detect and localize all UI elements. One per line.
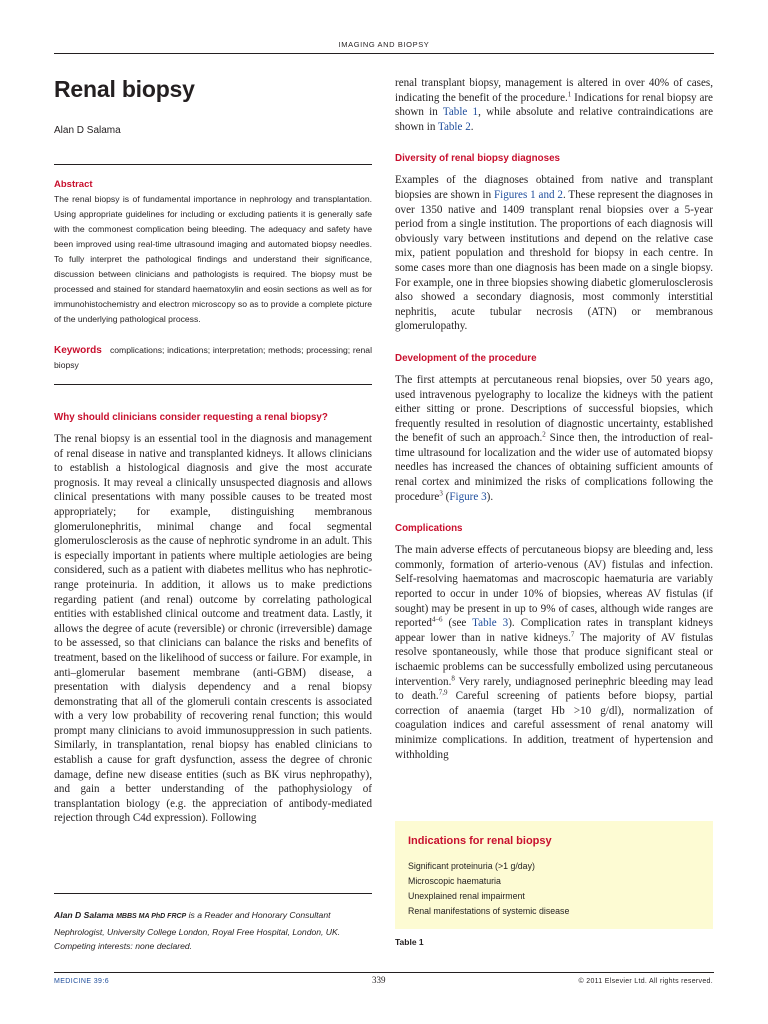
- keywords-text: [54, 343, 372, 372]
- right-intro-text: renal transplant biopsy, management is altered in over 40% of cases, indicating the benefit of the procedure.$^1$ Indications for renal biopsy are shown in Table 1, while absolute and relative contraindications are shown in Table 2.: [395, 77, 713, 133]
- author-line: Alan D Salama: [54, 125, 121, 136]
- section-complications: [395, 523, 713, 762]
- section-complications-text: The main adverse effects of percutaneous biopsy are bleeding and, less commonly, formation of arterio-venous (AV) fistulas and infection. Self-resolving haematomas and macroscopic haematuria are variably reported to occur in under 10% of biopsies, whereas AV fistulas (if sought) may be present in up to 9% of cases, although wide ranges are reported$^{4-6}$ (see Table 3). Complication rates in transplant kidneys appear lower than in native kidneys.$^7$ The majority of AV fistulas resolve spontaneously, while those that produce significant steal or ischaemic problems can be successfully embolized using percutaneous intervention.$^8$ Very rarely, undiagnosed perinephric bleeding may lead to death.$^{7,9}$ Careful screening of patients before biopsy, partial correction of anaemia (target Hb >10 g/dl), normalization of coagulation indices and careful assessment of renal anatomy will minimize complications. In addition, treatment of hypertension and withholding: [395, 544, 713, 761]
- section-development-text: The first attempts at percutaneous renal biopsies, over 50 years ago, used intravenous pyelography to localize the kidneys with the patient either sitting or prone. Descriptions of successful biopsies, which frequently resulted in resolution of diagnostic uncertainty, established the benefit of such an approach.$^2$ Since then, the introduction of real-time ultrasound for localization and the wider use of automated biopsy needles has increased the chances of obtaining sufficient amounts of renal cortex and minimized the risks of complications following the procedure$^3$ (Figure 3).: [395, 373, 713, 503]
- table1-label: Table 1: [395, 937, 424, 947]
- section-development-heading: Development of the procedure: [395, 352, 537, 364]
- table1-item: Unexplained renal impairment: [408, 891, 525, 901]
- footer-rule: [54, 972, 714, 973]
- table1-list: [408, 859, 713, 919]
- section-complications-heading: Complications: [395, 523, 463, 535]
- table1-item: Renal manifestations of systemic disease: [408, 906, 570, 916]
- footer-copyright: © 2011 Elsevier Ltd. All rights reserved.: [578, 978, 713, 985]
- left-column: [54, 76, 372, 826]
- bio-rule: [54, 893, 372, 894]
- table1-item: Microscopic haematuria: [408, 876, 501, 886]
- section-why-text: The renal biopsy is an essential tool in the diagnosis and management of renal disease in native and transplanted kidneys. It allows clinicians to establish a histological diagnosis and give the most accurate prognosis. It may reveal a clinically unsuspected diagnosis and allows clinical presentations with many possible causes to be treated most appropriately; for example, distinguishing membranous glomerulonephritis, minimal change and focal segmental glomerulosclerosis as the cause of nephrotic syndrome in an adult. This is especially important in patients where multiple aetiologies are being considered, such as a patient with diabetes mellitus who has nephrotic-range proteinuria. In addition, it allows us to make predictions regarding patient (and renal) outcome by correlating pathological entities with established clinical outcome and treatment data. Lastly, it allows the degree of acute (reversible) or chronic (irreversible) damage to be assessed, so that clinicians can balance the risks and benefits of treatment, based on the likelihood of success or failure. For example, in anti–glomerular basement membrane (anti-GBM) disease, a presentation with dialysis dependency and a renal biopsy demonstrating that all of the glomeruli contain crescents is associated with a very low probability of recovering renal function; this would prompt many clinicians to avoid immunosuppression in such patients. Similarly, in transplantation, renal biopsy has enabled clinicians to establish a cause for graft dysfunction, assess the degree of chronic damage, define new disease entities (such as BK virus nephropathy), and gain a better understanding of the pathophysiology of transplantation biology (e.g. the appreciation of antibody-mediated rejection through C4d expression). Following: [54, 433, 372, 825]
- keywords-label: Keywords: [54, 345, 102, 356]
- bio-degrees: MBBS MA PhD FRCP: [116, 913, 187, 920]
- section-diversity-text: Examples of the diagnoses obtained from native and transplant biopsies are shown in Figures 1 and 2. These represent the diagnoses in over 1350 native and 1409 transplant renal biopsies over a 5-year period from a single institution. The proportions of each diagnosis will obviously vary between institutions and depend on the relative case mix, patient population and threshold for biopsy in each centre. In some cases more than one diagnosis has been made on a single biopsy. For example, one in three biopsies showing diabetic glomerulosclerosis also showed a secondary diagnosis, most commonly interstitial nephritis, acute tubular necrosis (ATN) or membranous glomerulopathy.: [395, 174, 713, 333]
- page-number: 339: [372, 975, 386, 985]
- section-diversity-heading: Diversity of renal biopsy diagnoses: [395, 153, 560, 165]
- table1-link[interactable]: Table 1: [442, 106, 479, 119]
- article-title: Renal biopsy: [54, 76, 195, 102]
- figure3-link[interactable]: Figure 3: [449, 490, 487, 503]
- abstract-text: The renal biopsy is of fundamental importance in nephrology and transplantation. Using appropriate guidelines for including or excluding patients it is generally safe with the commonest complication being bleeding. The adequacy and safety have been improved using real-time ultrasound imaging and automated biopsy needles. To fully interpret the pathological findings and understand their significance, discussion between clinicians and pathologists is required. The biopsy must be processed and stained for standard haematoxylin and eosin sections as well as for immunohistochemistry and electron microscopy so as to provide a complete picture of the underlying pathological process.: [54, 194, 372, 324]
- header-rule: [54, 53, 714, 54]
- footer-journal: MEDICINE 39:6: [54, 978, 109, 985]
- table2-link[interactable]: Table 2: [437, 120, 471, 133]
- section-why-heading: Why should clinicians consider requesting a renal biopsy?: [54, 412, 328, 423]
- table3-link[interactable]: Table 3: [472, 617, 509, 630]
- right-column: [395, 76, 713, 762]
- keywords-block: [54, 343, 372, 372]
- running-header: IMAGING AND BIOPSY: [338, 40, 430, 49]
- abstract-heading: Abstract: [54, 179, 93, 190]
- section-development: [395, 353, 713, 504]
- section-diversity: [395, 153, 713, 334]
- section-why: [54, 412, 372, 826]
- bio-name: Alan D Salama: [54, 910, 114, 920]
- keywords-list: complications; indications; interpretation; methods; processing; renal biopsy: [54, 345, 372, 370]
- abstract-bottom-rule: [54, 384, 372, 385]
- abstract-block: [54, 165, 372, 327]
- bio-text: is a Reader and Honorary Consultant Nephrologist, University College London, Royal Free Hospital, London, UK. Competing interests: none declared.: [54, 910, 341, 951]
- table1-title: Indications for renal biopsy: [408, 835, 552, 847]
- table1-box: [395, 821, 713, 929]
- author-bio: [54, 908, 372, 954]
- table1-item: Significant proteinuria (>1 g/day): [408, 861, 535, 871]
- figures-link[interactable]: Figures 1 and 2: [493, 188, 563, 201]
